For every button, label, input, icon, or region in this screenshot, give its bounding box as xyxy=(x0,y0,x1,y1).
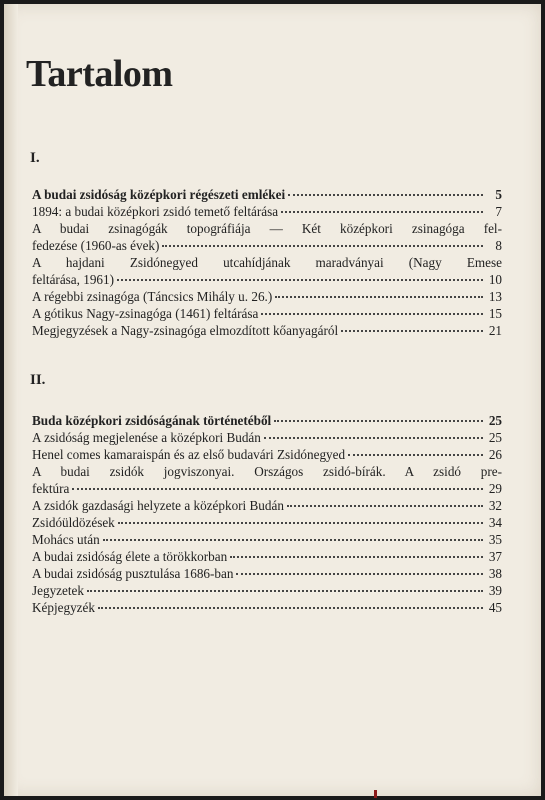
page-edge-mark xyxy=(374,790,377,798)
toc-dot-leader xyxy=(162,244,483,247)
toc-dot-leader xyxy=(103,538,483,541)
toc-page-number: 25 xyxy=(488,430,502,445)
toc-dot-leader xyxy=(118,521,483,524)
toc-entry xyxy=(32,531,502,548)
toc-entry xyxy=(32,412,502,429)
toc-entry xyxy=(32,446,502,463)
toc-page-number: 13 xyxy=(488,289,502,304)
toc-entry xyxy=(32,565,502,582)
toc-entry-title: A zsidóság megjelenése a középkori Budán xyxy=(32,430,261,445)
toc-dot-leader xyxy=(261,312,483,315)
toc-dot-leader xyxy=(348,453,483,456)
toc-page-number: 38 xyxy=(488,566,502,581)
toc-entry-title: Buda középkori zsidóságának történetéből xyxy=(32,413,272,428)
toc-entry-title-line: A budai zsidók jogviszonyai. Országos zsidó-bírák. A zsidó pre- xyxy=(32,464,502,479)
toc-entry-title: Mohács után xyxy=(32,532,100,547)
toc-page-number: 37 xyxy=(488,549,502,564)
part-label-2: II. xyxy=(30,372,46,388)
page-title: Tartalom xyxy=(26,53,173,95)
toc-entry xyxy=(32,186,502,203)
toc-entry xyxy=(32,599,502,616)
toc-dot-leader xyxy=(264,436,483,439)
toc-entry xyxy=(32,288,502,305)
toc-part-2 xyxy=(32,412,502,616)
toc-entry-title: feltárása, 1961) xyxy=(32,272,115,287)
toc-entry xyxy=(32,220,502,254)
toc-entry-title: fedezése (1960-as évek) xyxy=(32,238,160,253)
toc-dot-leader xyxy=(275,295,483,298)
toc-dot-leader xyxy=(281,210,483,213)
toc-entry xyxy=(32,203,502,220)
book-page xyxy=(4,4,541,796)
toc-page-number: 34 xyxy=(488,515,502,530)
toc-page-number: 32 xyxy=(488,498,502,513)
toc-dot-leader xyxy=(288,193,483,196)
toc-entry-title: Henel comes kamaraispán és az első budavári Zsidónegyed xyxy=(32,447,346,462)
toc-entry-title: A régebbi zsinagóga (Táncsics Mihály u. 26.) xyxy=(32,289,273,304)
toc-entry-title: A gótikus Nagy-zsinagóga (1461) feltárása xyxy=(32,306,259,321)
toc-page-number: 39 xyxy=(488,583,502,598)
toc-page-number: 25 xyxy=(488,413,502,428)
toc-page-number: 35 xyxy=(488,532,502,547)
toc-dot-leader xyxy=(72,487,483,490)
toc-entry-title: A zsidók gazdasági helyzete a középkori Budán xyxy=(32,498,284,513)
toc-entry-title: fektúra xyxy=(32,481,70,496)
toc-entry-title: A budai zsidóság pusztulása 1686-ban xyxy=(32,566,234,581)
toc-entry xyxy=(32,463,502,497)
toc-page-number: 5 xyxy=(495,187,502,202)
toc-entry xyxy=(32,582,502,599)
toc-entry xyxy=(32,254,502,288)
toc-entry-title-line: A budai zsinagógák topográfiája — Két középkori zsinagóga fel- xyxy=(32,221,502,236)
toc-page-number: 15 xyxy=(488,306,502,321)
part-label-1: I. xyxy=(30,150,40,166)
toc-entry-title: Megjegyzések a Nagy-zsinagóga elmozdított kőanyagáról xyxy=(32,323,339,338)
toc-entry-title: 1894: a budai középkori zsidó temető feltárása xyxy=(32,204,279,219)
toc-part-1 xyxy=(32,186,502,339)
toc-page-number: 8 xyxy=(495,238,502,253)
toc-page-number: 7 xyxy=(495,204,502,219)
toc-dot-leader xyxy=(236,572,483,575)
toc-entry xyxy=(32,305,502,322)
toc-entry xyxy=(32,548,502,565)
toc-entry xyxy=(32,429,502,446)
toc-entry-title: Jegyzetek xyxy=(32,583,84,598)
toc-dot-leader xyxy=(274,419,483,422)
toc-dot-leader xyxy=(87,589,483,592)
toc-dot-leader xyxy=(230,555,483,558)
toc-dot-leader xyxy=(341,329,483,332)
toc-dot-leader xyxy=(117,278,483,281)
toc-entry-title: Képjegyzék xyxy=(32,600,95,615)
toc-entry xyxy=(32,322,502,339)
toc-dot-leader xyxy=(287,504,483,507)
toc-page-number: 29 xyxy=(488,481,502,496)
page-spine-shadow xyxy=(4,4,18,796)
toc-page-number: 21 xyxy=(488,323,502,338)
toc-entry-title: Zsidóüldözések xyxy=(32,515,115,530)
toc-entry xyxy=(32,497,502,514)
toc-entry-title: A budai zsidóság élete a törökkorban xyxy=(32,549,228,564)
toc-page-number: 26 xyxy=(488,447,502,462)
toc-page-number: 45 xyxy=(488,600,502,615)
toc-entry xyxy=(32,514,502,531)
toc-dot-leader xyxy=(98,606,483,609)
toc-entry-title-line: A hajdani Zsidónegyed utcahídjának maradványai (Nagy Emese xyxy=(32,255,502,270)
toc-page-number: 10 xyxy=(488,272,502,287)
toc-entry-title: A budai zsidóság középkori régészeti emlékei xyxy=(32,187,286,202)
